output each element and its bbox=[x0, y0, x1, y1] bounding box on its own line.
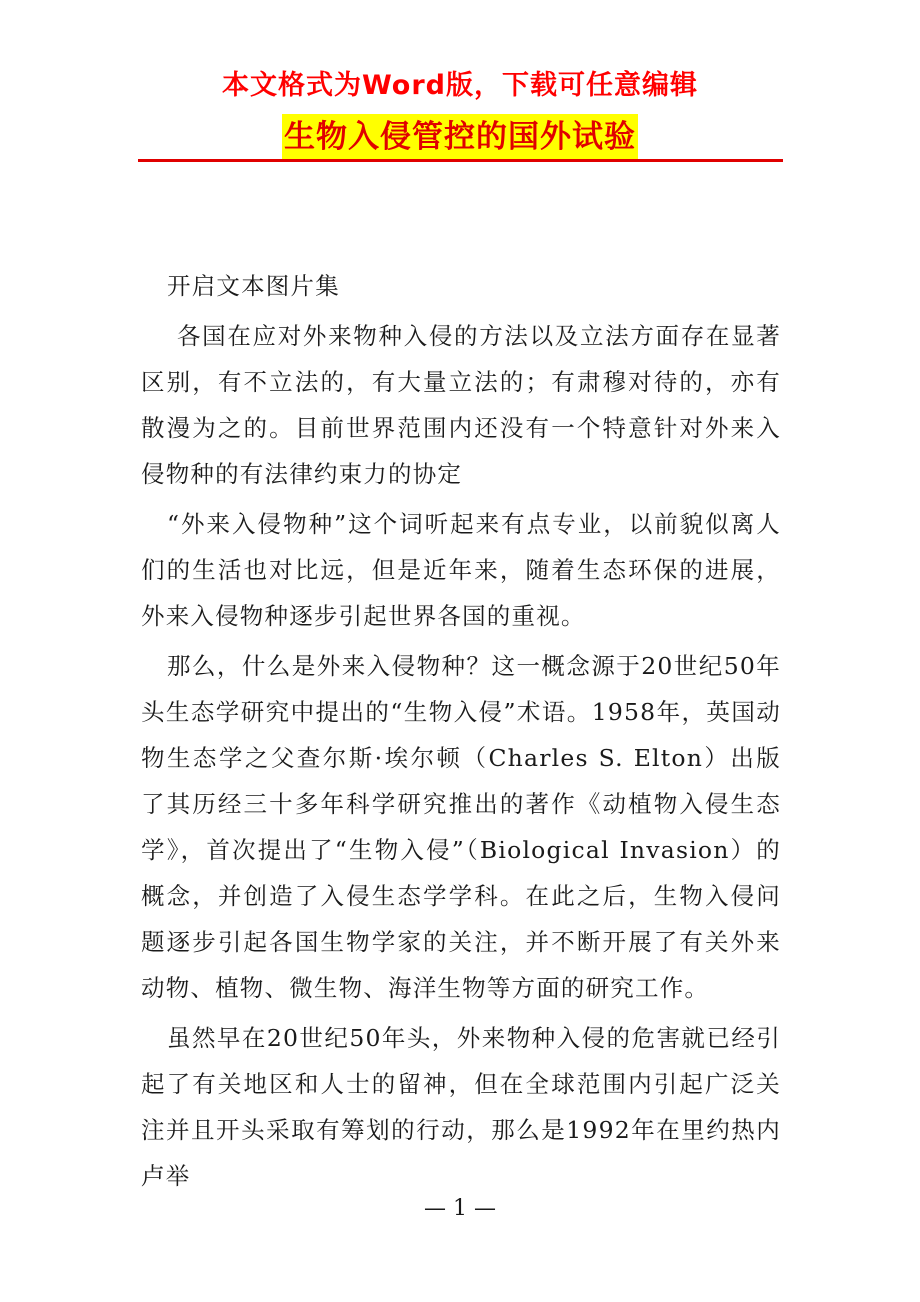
paragraph: 各国在应对外来物种入侵的方法以及立法方面存在显著区别，有不立法的，有大量立法的；有肃穆对待的，亦有散漫为之的。目前世界范围内还没有一个特意针对外来入侵物种的有法律约束力的协定 bbox=[141, 322, 781, 488]
paragraph: 虽然早在20世纪50年头，外来物种入侵的危害就已经引起了有关地区和人士的留神，但在全球范围内引起广泛关注并且开头采取有筹划的行动，那么是1992年在里约热内卢举 bbox=[141, 1024, 781, 1190]
document-title: 生物入侵管控的国外试验 bbox=[282, 114, 638, 160]
intro-line: 开启文本图片集 bbox=[167, 272, 340, 300]
title-wrapper bbox=[0, 114, 920, 160]
title-divider bbox=[138, 159, 783, 162]
page-number: — 1 — bbox=[424, 1196, 496, 1221]
paragraph: 那么，什么是外来入侵物种？这一概念源于20世纪50年头生态学研究中提出的“生物入侵”术语。1958年，英国动物生态学之父查尔斯·埃尔顿（Charles S. Elton）出版了其历经三十多年科学研究推出的著作《动植物入侵生态学》，首次提出了“生物入侵”（Biological Invasion）的概念，并创造了入侵生态学学科。在此之后，生物入侵问题逐步引起各国生物学家的关注，并不断开展了有关外来动物、植物、微生物、海洋生物等方面的研究工作。 bbox=[141, 652, 781, 1002]
document-body bbox=[141, 263, 781, 1203]
format-banner: 本文格式为Word版，下载可任意编辑 bbox=[221, 70, 698, 101]
paragraph: “外来入侵物种”这个词听起来有点专业，以前貌似离人们的生活也对比远，但是近年来，随着生态环保的进展，外来入侵物种逐步引起世界各国的重视。 bbox=[141, 510, 781, 630]
